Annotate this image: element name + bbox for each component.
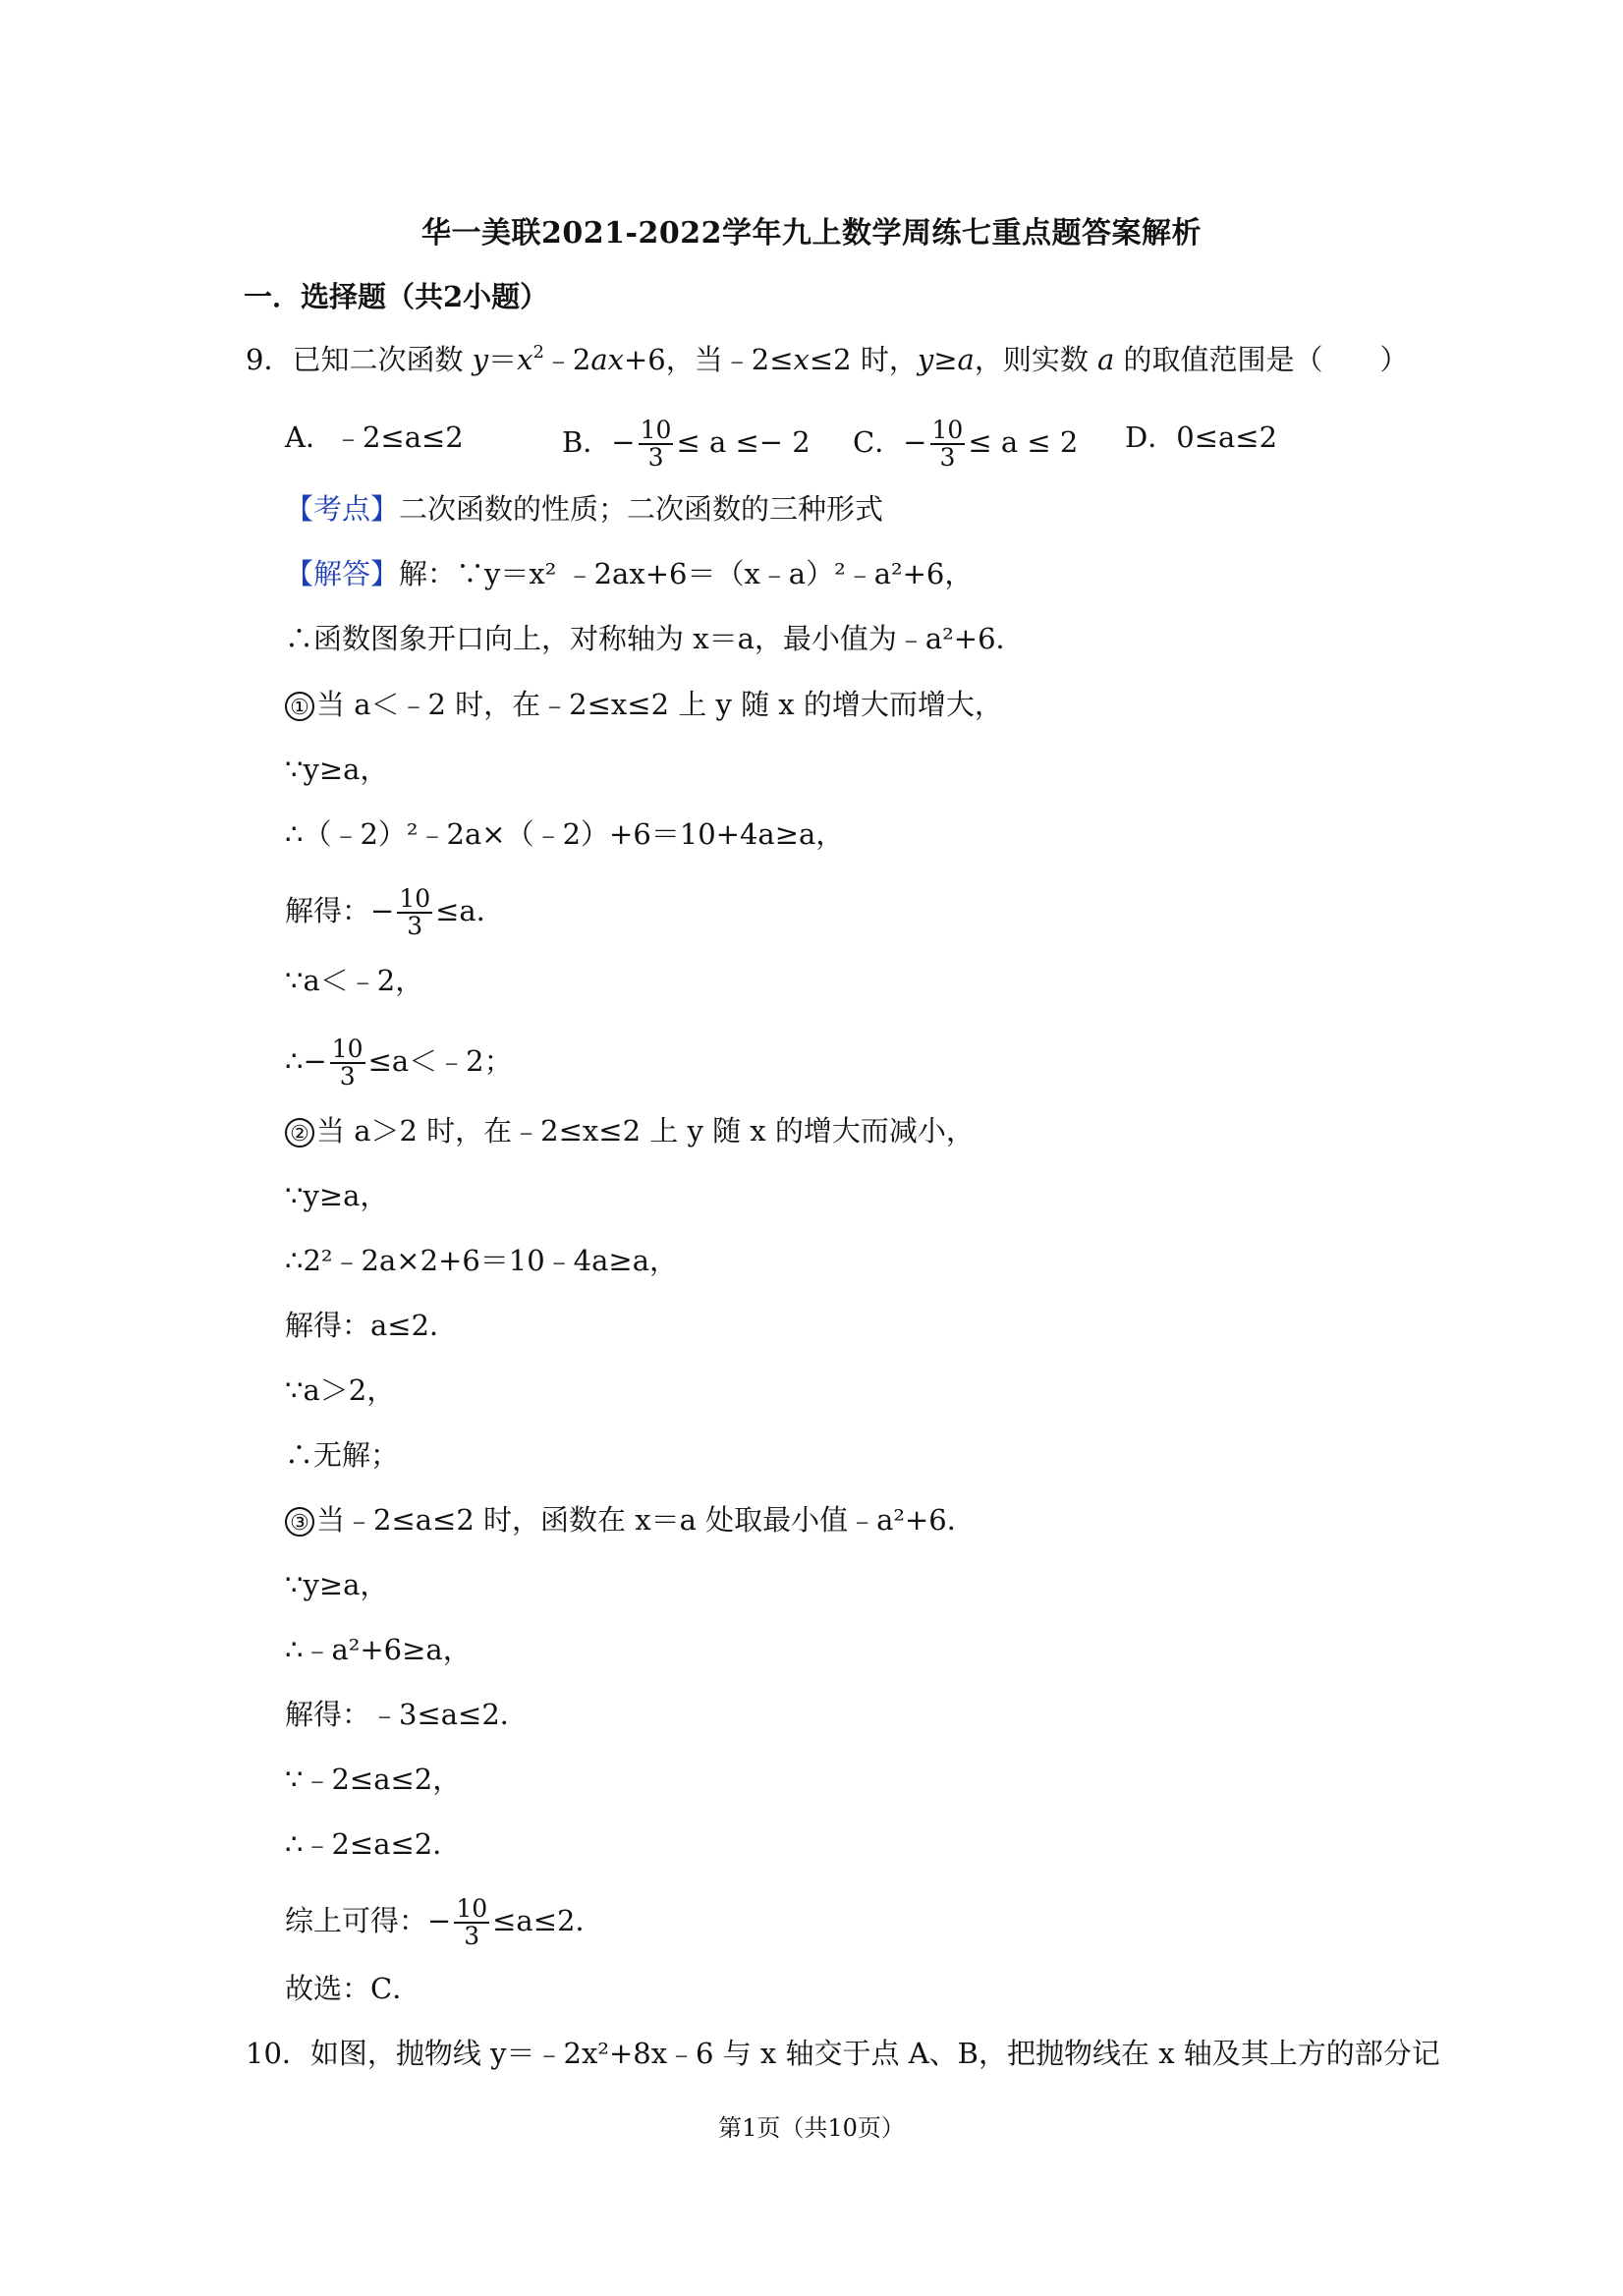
solution-line: ∴2²﹣2a×2+6＝10﹣4a≥a，	[285, 1244, 678, 1277]
solution-line: ∴﹣a²+6≥a，	[285, 1633, 472, 1666]
kaodian: 【考点】二次函数的性质；二次函数的三种形式	[285, 492, 884, 526]
solution-line: ∵a＞2，	[285, 1373, 396, 1407]
solution-line: ∵﹣2≤a≤2，	[285, 1763, 462, 1796]
solution-line: ∴无解；	[285, 1438, 400, 1472]
solution-line: 综上可得：− $\frac{10}{3}$ ≤a≤2．	[285, 1894, 604, 1950]
jieda-label: 【解答】	[285, 557, 400, 590]
kaodian-label: 【考点】	[285, 492, 400, 526]
solution-line: 解得：a≤2．	[285, 1309, 459, 1342]
fraction: $\frac{10}{3}$	[640, 416, 672, 472]
question-9-stem: 9．已知二次函数 $y=x^2﹣2ax+6$，当﹣2≤x≤2 时，y≥a，则实数 a 的取值范围是（ ）	[246, 342, 1409, 376]
solution-line: ② 当 a＞2 时，在﹣2≤x≤2 上 y 随 x 的增大而减小，	[285, 1111, 975, 1150]
solution-line: ∴﹣2≤a≤2．	[285, 1827, 462, 1861]
page-footer: 第1页（共10页）	[718, 2114, 905, 2142]
solution-line: ① 当 a＜﹣2 时，在﹣2≤x≤2 上 y 随 x 的增大而增大，	[285, 685, 1003, 724]
page-title: 华一美联2021-2022学年九上数学周练七重点题答案解析	[421, 216, 1202, 251]
solution-line: ∴− $\frac{10}{3}$ ≤a＜﹣2；	[285, 1035, 513, 1091]
fraction: $\frac{10}{3}$	[931, 416, 964, 472]
section-heading: 一．选择题（共2小题）	[244, 280, 549, 313]
circled-number: ①	[285, 692, 314, 721]
option-a: A．﹣2≤a≤2	[285, 420, 464, 454]
option-d: D．0≤a≤2	[1125, 420, 1278, 454]
solution-line: ∵y≥a，	[285, 753, 389, 786]
solution-line: ∴（﹣2）²﹣2a×（﹣2）+6＝10+4a≥a，	[285, 817, 845, 851]
solution-line: 解得：﹣3≤a≤2．	[285, 1698, 529, 1731]
jieda: 【解答】解：∵y＝x² ﹣2ax+6＝（x﹣a）²﹣a²+6，	[285, 557, 974, 590]
option-b: B．− $\frac{10}{3}$ ≤ a ≤− 2	[562, 416, 811, 472]
solution-answer: 故选：C．	[285, 1972, 421, 2005]
solution-line: ∵y≥a，	[285, 1568, 389, 1601]
question-number: 9．	[246, 343, 293, 376]
fraction: $\frac{10}{3}$	[331, 1035, 364, 1091]
option-c: C．− $\frac{10}{3}$ ≤ a ≤ 2	[853, 416, 1079, 472]
solution-line: 解得：− $\frac{10}{3}$ ≤a．	[285, 884, 505, 940]
fraction: $\frac{10}{3}$	[456, 1894, 488, 1950]
circled-number: ③	[285, 1507, 314, 1537]
fraction: $\frac{10}{3}$	[399, 884, 431, 940]
circled-number: ②	[285, 1118, 314, 1148]
question-10-stem: 10．如图，抛物线 y＝﹣2x²+8x﹣6 与 x 轴交于点 A、B，把抛物线在 x 轴及其上方的部分记	[246, 2037, 1440, 2070]
solution-line: ∵a＜﹣2，	[285, 964, 424, 997]
solution-line: ③ 当﹣2≤a≤2 时，函数在 x＝a 处取最小值﹣a²+6．	[285, 1500, 976, 1540]
solution-line: ∴函数图象开口向上，对称轴为 x＝a，最小值为﹣a²+6．	[285, 622, 1025, 655]
solution-line: ∵y≥a，	[285, 1179, 389, 1212]
question-number: 10．	[246, 2037, 310, 2070]
